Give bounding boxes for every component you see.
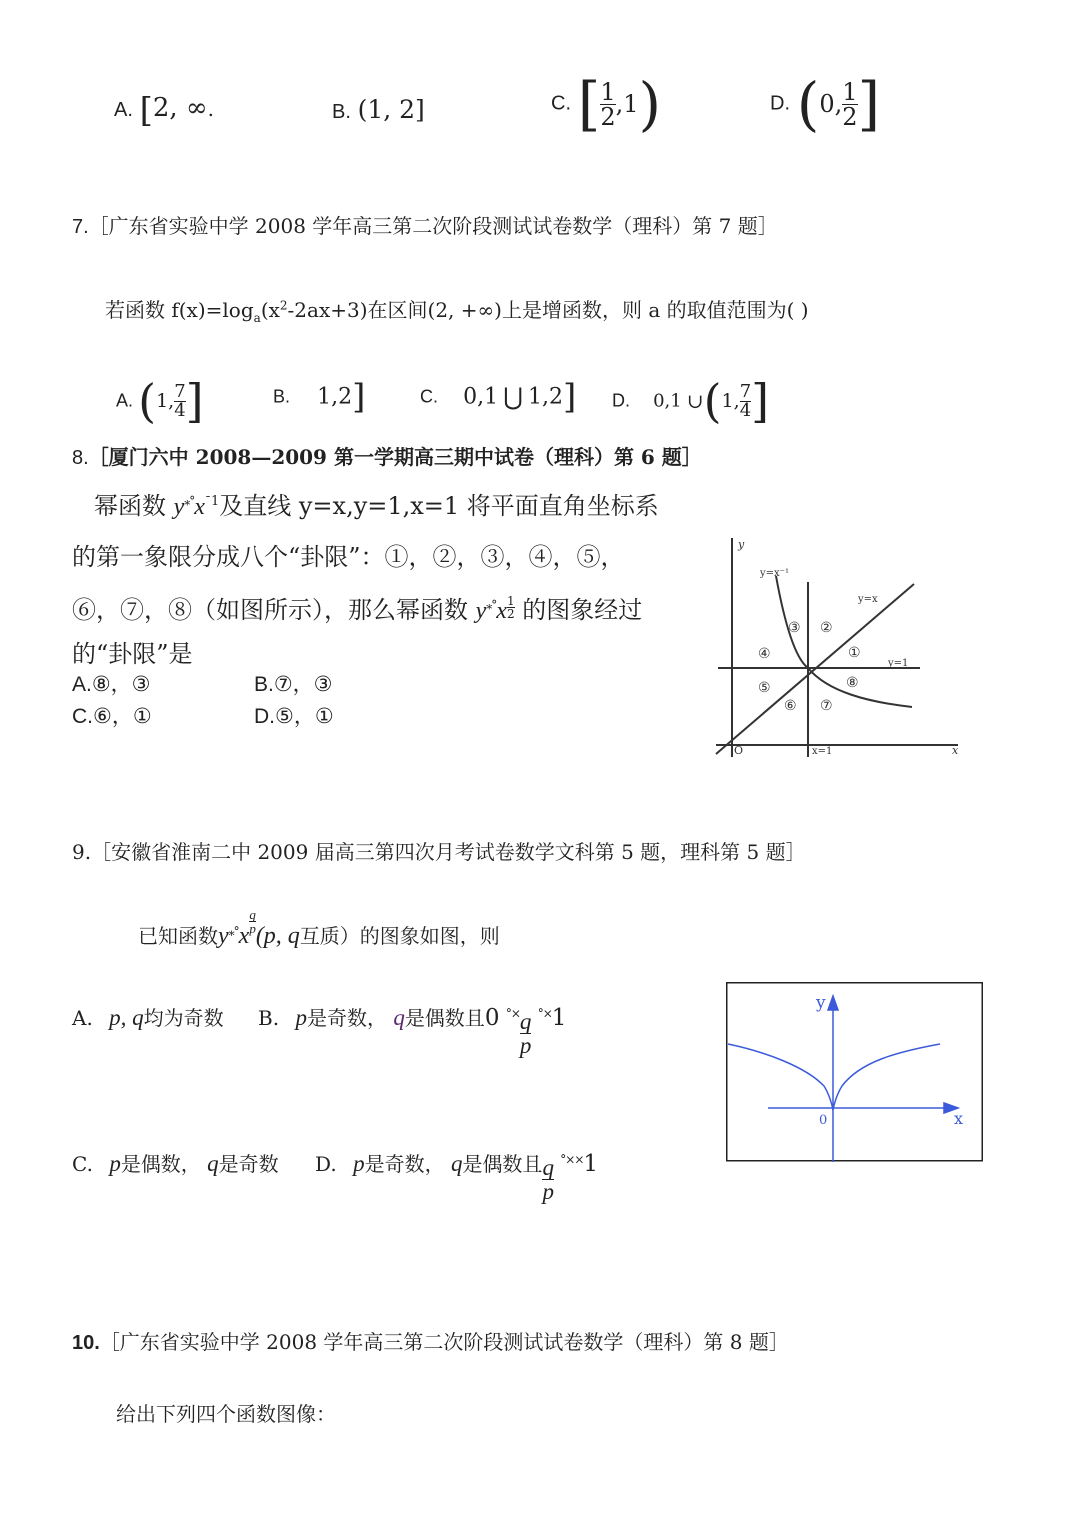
line-yx-label: y=x [858, 594, 878, 605]
q7-option-c: C. 0,1 ⋃ 1,2] [420, 377, 577, 417]
q9-function-figure [726, 982, 983, 1162]
region-1: ① [848, 645, 861, 661]
y-axis-label: y [816, 993, 826, 1013]
q7-option-b: B. 1,2] [273, 377, 366, 417]
q9-option-a: A. p, q均为奇数 [72, 1005, 224, 1030]
q8-line-1: 幂函数 $y^{⁎^\circ}x^{¯1}$及直线 y=x,y=1,x=1 将平面直角坐标系 [94, 492, 659, 520]
q8-option-b: B.⑦，③ [254, 673, 333, 696]
q7-option-d: D. 0,1 ∪(1, $\frac{7}{4}$ ] [612, 374, 770, 428]
origin-label: 0 [819, 1113, 828, 1128]
q9-option-b: B. p是奇数， q是偶数且0 °× $\frac{q}{p}$ °×1 [258, 1005, 567, 1058]
q9-header: 9.［安徽省淮南二中 2009 届高三第四次月考试卷数学文科第 5 题，理科第 5 题］ [72, 840, 806, 864]
q8-line-2: 的第一象限分成八个“卦限”：①，②，③，④，⑤， [72, 543, 625, 571]
q10-header: 10.［广东省实验中学 2008 学年高三第二次阶段测试试卷数学（理科）第 8 题］ [72, 1330, 789, 1354]
region-7: ⑦ [820, 698, 833, 714]
q9-option-d: D. p是奇数， q是偶数且 $\frac{q}{p}$ °××1 [315, 1151, 599, 1204]
q8-header: 8.［厦门六中 2008—2009 第一学期高三期中试卷（理科）第 6 题］ [72, 445, 702, 469]
region-8: ⑧ [846, 675, 859, 691]
line-x1-label: x=1 [812, 746, 833, 757]
y-axis-label: y [738, 538, 745, 551]
curve-label: y=x⁻¹ [760, 568, 789, 579]
region-6: ⑥ [784, 698, 797, 714]
x-axis-label: x [954, 1109, 964, 1128]
q7-header: 7.［广东省实验中学 2008 学年高三第二次阶段测试试卷数学（理科）第 7 题］ [72, 214, 778, 238]
fraction: $\frac{1}{2}$ [600, 77, 616, 131]
q9-stem: 已知函数y⁎°x $\frac{q}{p}$ (p, q互质）的图象如图，则 [138, 907, 500, 949]
q6-option-b: B. (1, 2] [332, 95, 425, 124]
q7-option-a: A. (1, $\frac{7}{4}$ ] [116, 374, 204, 428]
q8-line-3: ⑥，⑦，⑧（如图所示），那么幂函数 y⁎°x $\frac{1}{2}$ 的图象经过 [72, 594, 643, 624]
q8-option-c: C.⑥，① [72, 705, 152, 728]
fraction: $\frac{1}{2}$ [842, 77, 858, 131]
region-3: ③ [788, 620, 801, 636]
q10-stem: 给出下列四个函数图像： [116, 1402, 336, 1426]
line-y1-label: y=1 [888, 658, 909, 669]
x-axis-label: x [952, 744, 959, 757]
region-2: ② [820, 620, 833, 636]
q9-options-cd [72, 1142, 599, 1204]
q6-option-a: A. [2, ∞. [114, 90, 214, 131]
curve-inverse [776, 576, 912, 707]
bracket-glyph: [ [139, 90, 153, 131]
region-4: ④ [758, 646, 771, 662]
q8-line-4: 的“卦限”是 [72, 640, 193, 668]
q8-octant-figure [708, 532, 964, 767]
q9-options-ab [72, 996, 567, 1058]
q6-option-c: C. [ $\frac{1}{2}$ ,1) [551, 70, 662, 138]
q9-option-c: C. p是偶数， q是奇数 [72, 1151, 279, 1176]
q8-option-d: D.⑤，① [254, 705, 334, 728]
placeholder-glyph: ⁎° [184, 494, 195, 508]
q8-option-a: A.⑧，③ [72, 673, 151, 696]
q7-stem: 若函数 $f(x)=\log_a(x^2-2ax+3)$在区间(2, +∞)上是增函数，则 a 的取值范围为( ) [105, 298, 809, 325]
region-5: ⑤ [758, 680, 771, 696]
q6-option-d: D. (0, $\frac{1}{2}$ ] [770, 70, 881, 138]
origin-label: O [734, 744, 744, 757]
figure-border [727, 983, 983, 1161]
